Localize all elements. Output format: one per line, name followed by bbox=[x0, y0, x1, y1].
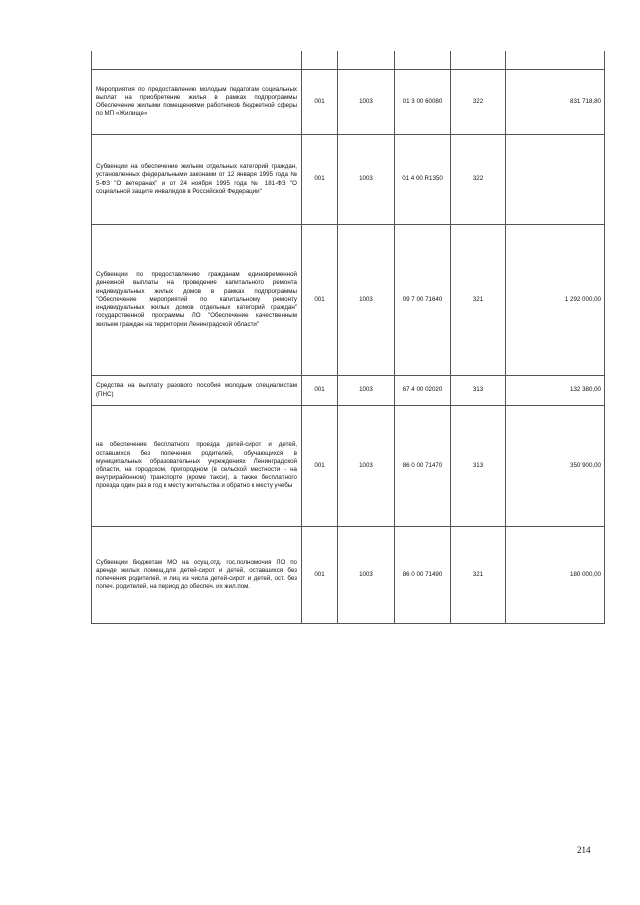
row-expense-type: 322 bbox=[451, 135, 506, 225]
row-description: на обеспечение бесплатного проезда детей-сирот и детей, оставшихся без попечения родителей, обучающихся в муниципальных образовательных учреждениях Ленинградской области, на городском, пригородном (в сельской местности - на внутрирайонном) транспорте (кроме такси), а также бесплатного проезда один раз в год к месту жительства и обратно к месту учебы bbox=[92, 406, 302, 527]
row-admin-code: 001 bbox=[302, 225, 338, 376]
page-number: 214 bbox=[577, 845, 591, 855]
row-admin-code: 001 bbox=[302, 135, 338, 225]
row-amount: 831 718,80 bbox=[506, 70, 605, 135]
table-row bbox=[92, 527, 605, 624]
row-section-code: 1003 bbox=[338, 527, 395, 624]
row-amount: 132 380,00 bbox=[506, 376, 605, 406]
row-expense-type: 313 bbox=[451, 406, 506, 527]
row-section-code: 1003 bbox=[338, 70, 395, 135]
row-amount bbox=[506, 135, 605, 225]
row-target-code: 01 4 00 R1350 bbox=[395, 135, 451, 225]
row-expense-type: 313 bbox=[451, 376, 506, 406]
budget-table bbox=[91, 51, 605, 624]
row-expense-type: 322 bbox=[451, 70, 506, 135]
row-section-code: 1003 bbox=[338, 135, 395, 225]
row-amount: 350 900,00 bbox=[506, 406, 605, 527]
row-target-code: 67 4 00 02020 bbox=[395, 376, 451, 406]
row-admin-code: 001 bbox=[302, 527, 338, 624]
row-expense-type: 321 bbox=[451, 527, 506, 624]
table-row bbox=[92, 135, 605, 225]
row-description: Субвенции на обеспечение жильем отдельных категорий граждан, установленных федеральными законами от 12 января 1995 года № 5-ФЗ "О ветеранах" и от 24 ноября 1995 года № 181-ФЗ "О социальной защите инвалидов в Российской Федерации" bbox=[92, 135, 302, 225]
row-admin-code: 001 bbox=[302, 70, 338, 135]
row-description: Мероприятия по предоставлению молодым педагогам социальных выплат на приобретение жилья в рамках подпрограммы Обеспечение жилыми помещениями работников бюджетной сферы по МП «Жилище» bbox=[92, 70, 302, 135]
row-amount: 180 000,00 bbox=[506, 527, 605, 624]
row-admin-code: 001 bbox=[302, 376, 338, 406]
row-section-code: 1003 bbox=[338, 376, 395, 406]
row-expense-type: 321 bbox=[451, 225, 506, 376]
row-target-code: 86 0 00 71470 bbox=[395, 406, 451, 527]
table-row bbox=[92, 225, 605, 376]
row-description: Средства на выплату разового пособия молодым специалистам (ПНС) bbox=[92, 376, 302, 406]
row-target-code: 01 3 00 60080 bbox=[395, 70, 451, 135]
row-amount: 1 292 000,00 bbox=[506, 225, 605, 376]
row-target-code: 86 0 00 71490 bbox=[395, 527, 451, 624]
row-section-code: 1003 bbox=[338, 225, 395, 376]
table-row bbox=[92, 406, 605, 527]
table-row bbox=[92, 70, 605, 135]
row-description: Субвенции бюджетам МО на осущ.отд. гос.полномочия ЛО по аренде жилых помещ.для детей-сирот и детей, оставшихся без попечения родителей, и лиц из числа детей-сирот и детей, ост. без попеч. родителей, на период до обеспеч. их жил.пом. bbox=[92, 527, 302, 624]
table-row bbox=[92, 376, 605, 406]
table-top-continuation bbox=[92, 51, 605, 70]
row-description: Субвенции по предоставлению гражданам единовременной денежной выплаты на проведение капитального ремонта индивидуальных жилых домов в рамках подпрограммы "Обеспечение мероприятий по капитальному ремонту индивидуальных жилых домов отдельных категорий граждан" государственной программы ЛО "Обеспечение качественным жильем граждан на территории Ленинградской области" bbox=[92, 225, 302, 376]
row-admin-code: 001 bbox=[302, 406, 338, 527]
row-section-code: 1003 bbox=[338, 406, 395, 527]
row-target-code: 09 7 00 71640 bbox=[395, 225, 451, 376]
